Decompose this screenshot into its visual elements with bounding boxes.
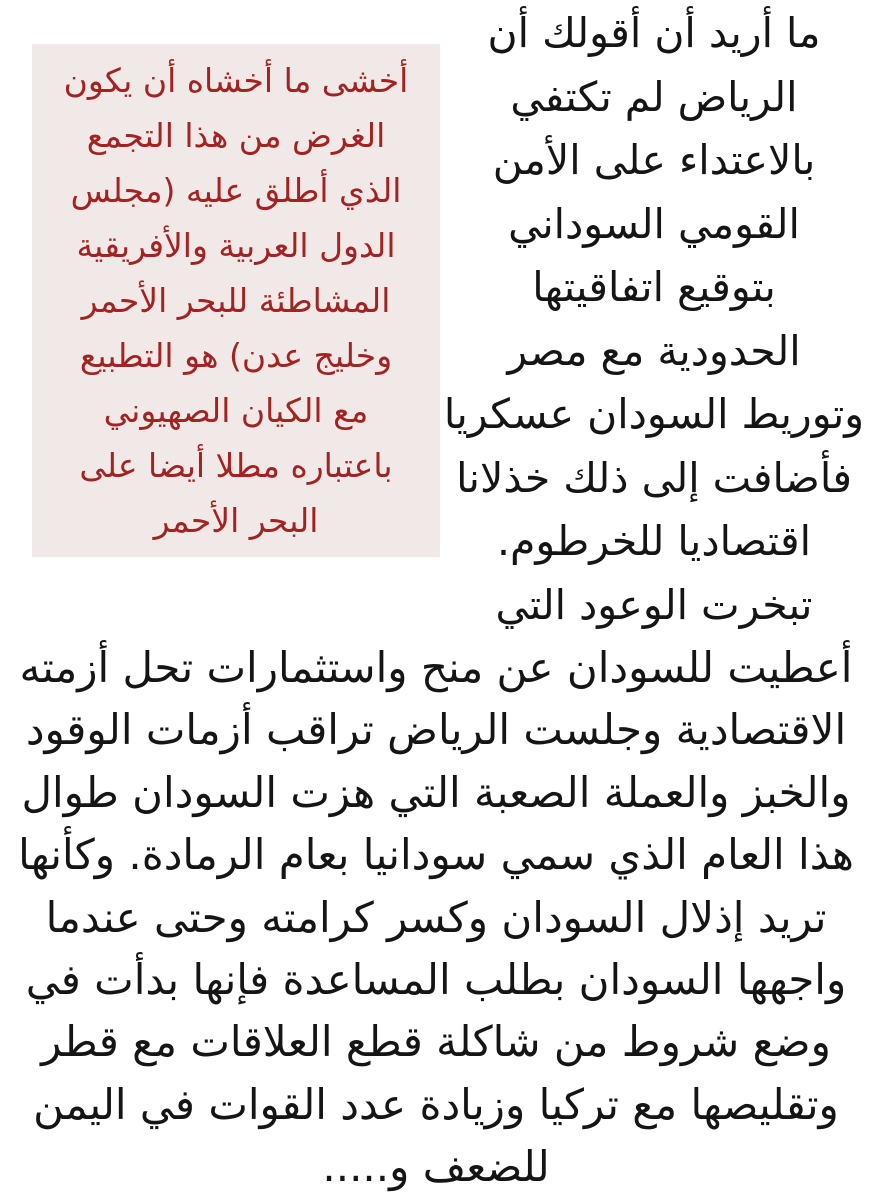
body-line: وتقليصها مع تركيا وزيادة عدد القوات في اليمن [33,1079,839,1129]
body-line: واجهها السودان بطلب المساعدة فإنها بدأت في [25,955,847,1005]
body-line: وتوريط السودان عسكريا [443,390,865,438]
body-line: الحدودية مع مصر [507,326,801,375]
body-line: بتوقيع اتفاقيتها [532,263,776,311]
pullquote-line: الغرض من هذا التجمع [86,116,386,155]
pullquote-box [32,44,440,557]
pullquote-line: باعتباره مطلا أيضا على [79,446,393,485]
body-line: الرياض لم تكتفي [510,72,798,121]
pullquote-line: الذي أطلق عليه (مجلس [70,171,402,210]
body-line: القومي السوداني [508,199,800,248]
pullquote-line: وخليج عدن) هو التطبيع [79,336,393,375]
pullquote-line: البحر الأحمر [153,501,319,540]
body-line: بالاعتداء على الأمن [492,136,816,184]
pullquote-line: الدول العربية والأفريقية [76,226,396,265]
body-line: هذا العام الذي سمي سودانيا بعام الرمادة. وكأنها [18,830,854,880]
body-line: فأضافت إلى ذلك خذلانا [456,453,852,502]
body-paragraph-fullwidth [0,637,872,1199]
pullquote-line: أخشى ما أخشاه أن يكون [63,61,409,100]
body-line: تبخرت الوعود التي [495,580,813,629]
body-line: ما أريد أن أقولك أن [487,9,821,57]
body-line: تريد إذلال السودان وكسر كرامته وحتى عندما [45,892,827,942]
pullquote-line: المشاطئة للبحر الأحمر [81,281,391,320]
lead-paragraph-column [440,2,868,637]
body-line: أعطيت للسودان عن منح واستثمارات تحل أزمته [19,643,853,692]
body-line: للضعف و..... [322,1142,550,1192]
body-line: اقتصاديا للخرطوم. [497,517,811,565]
body-line: وضع شروط من شاكلة قطع العلاقات مع قطر [41,1017,831,1067]
pullquote-line: مع الكيان الصهيوني [103,391,369,430]
body-line: والخبز والعملة الصعبة التي هزت السودان طوال [21,767,851,817]
body-line: الاقتصادية وجلست الرياض تراقب أزمات الوقود [25,705,847,755]
